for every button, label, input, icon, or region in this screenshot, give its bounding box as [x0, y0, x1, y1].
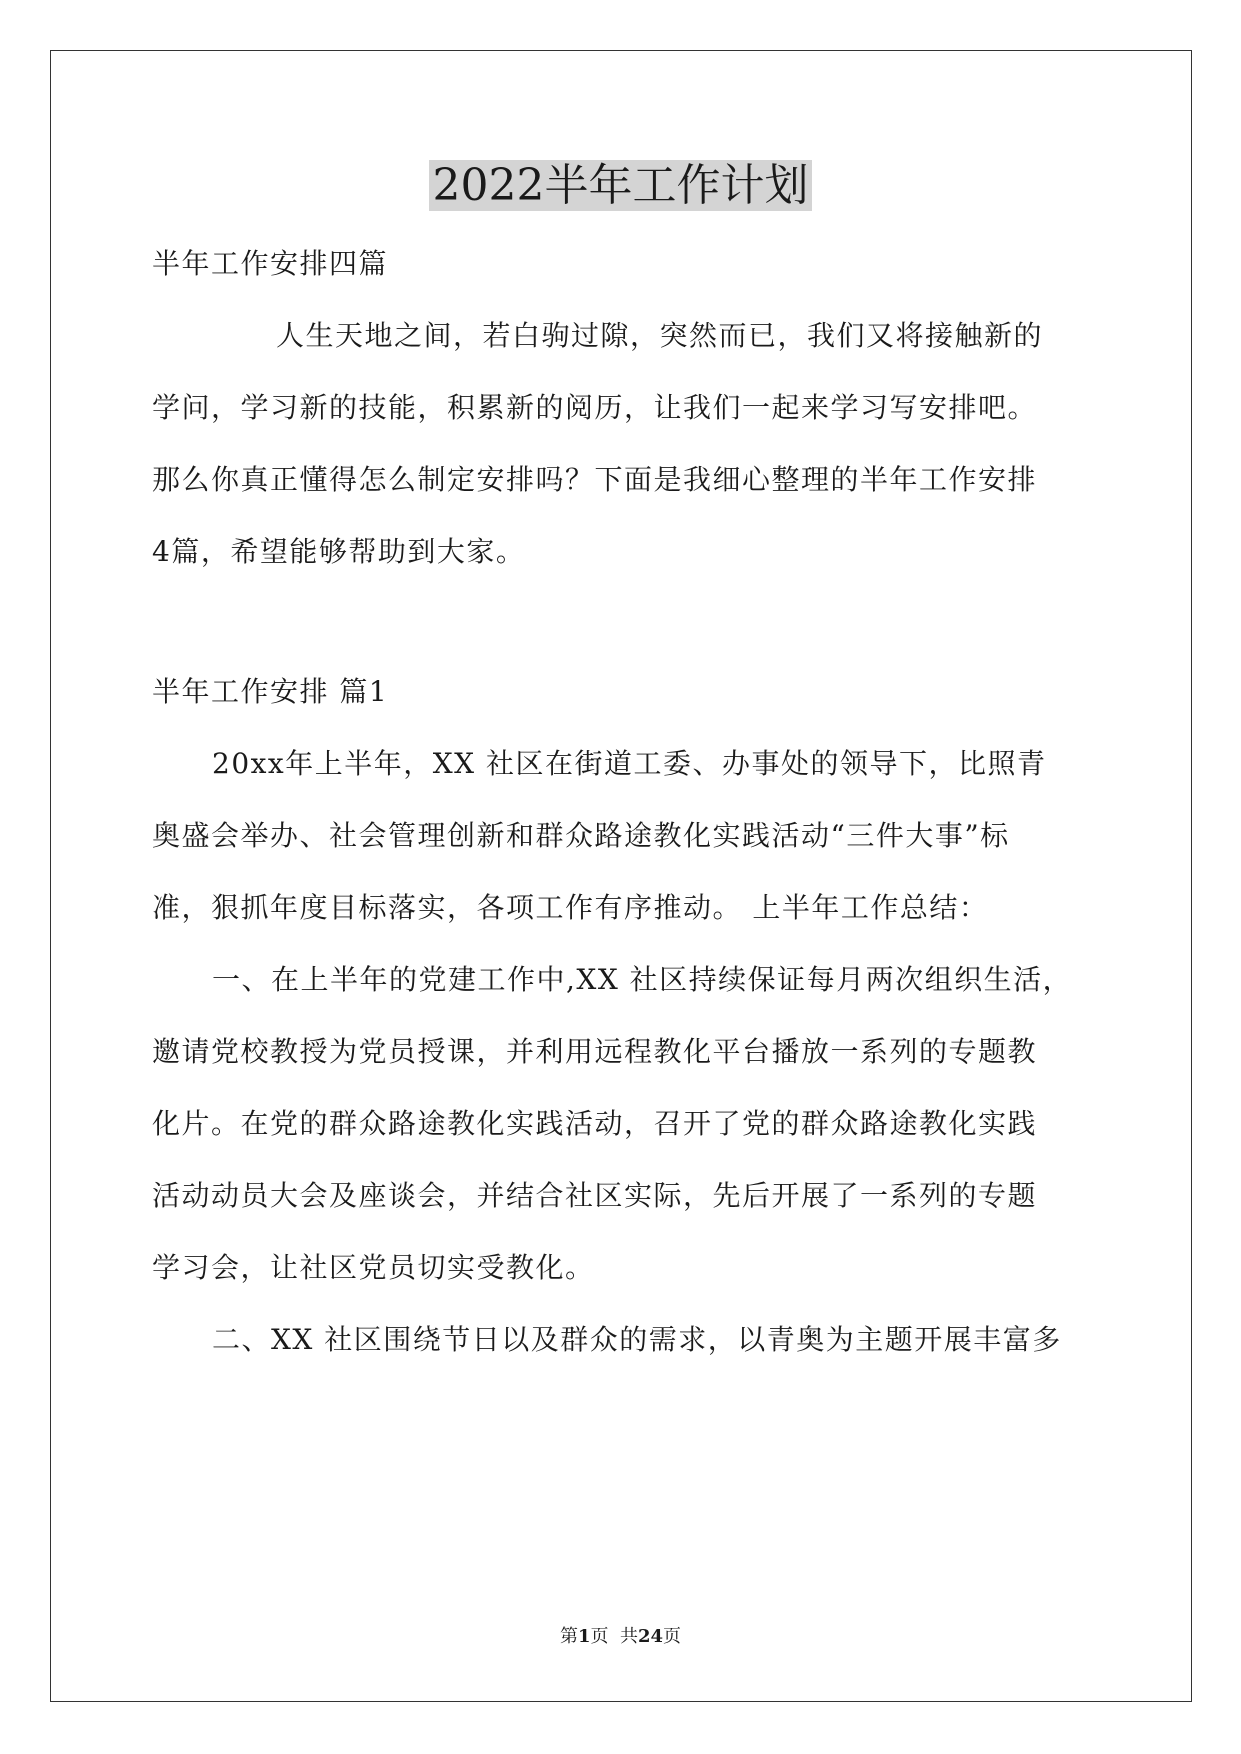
intro-line-4: 4篇，希望能够帮助到大家。 — [152, 535, 526, 568]
paragraph-line-1: 20xx年上半年，XX 社区在街道工委、办事处的领导下，比照青 — [212, 747, 1047, 780]
footer-prefix: 第 — [559, 1626, 578, 1647]
total-page-number: 24 — [637, 1626, 664, 1647]
intro-line-3: 那么你真正懂得怎么制定安排吗？下面是我细心整理的半年工作安排 — [152, 463, 1038, 496]
intro-line-2: 学问，学习新的技能，积累新的阅历，让我们一起来学习写安排吧。 — [152, 391, 1038, 424]
document-title — [0, 158, 1241, 214]
footer-middle: 页 共 — [590, 1626, 638, 1647]
footer-suffix: 页 — [663, 1626, 682, 1647]
document-title-text: 2022半年工作计划 — [429, 160, 813, 211]
page-footer — [0, 1625, 1241, 1649]
paragraph-line-8: 学习会，让社区党员切实受教化。 — [152, 1251, 595, 1284]
paragraph-line-5: 邀请党校教授为党员授课，并利用远程教化平台播放一系列的专题教 — [152, 1035, 1038, 1068]
current-page-number: 1 — [577, 1626, 591, 1647]
intro-line-1: 人生天地之间，若白驹过隙，突然而已，我们又将接触新的 — [276, 319, 1044, 352]
paragraph-line-6: 化片。在党的群众路途教化实践活动，召开了党的群众路途教化实践 — [152, 1107, 1038, 1140]
paragraph-line-7: 活动动员大会及座谈会，并结合社区实际，先后开展了一系列的专题 — [152, 1179, 1038, 1212]
page-border — [50, 50, 1192, 1702]
section-heading: 半年工作安排 篇1 — [152, 675, 389, 708]
paragraph-line-9: 二、XX 社区围绕节日以及群众的需求，以青奥为主题开展丰富多 — [212, 1323, 1062, 1356]
document-subtitle: 半年工作安排四篇 — [152, 247, 389, 280]
paragraph-line-3: 准，狠抓年度目标落实，各项工作有序推动。 上半年工作总结： — [152, 891, 989, 924]
paragraph-line-2: 奥盛会举办、社会管理创新和群众路途教化实践活动“三件大事”标 — [152, 819, 1010, 852]
paragraph-line-4: 一、在上半年的党建工作中,XX 社区持续保证每月两次组织生活， — [212, 963, 1073, 996]
